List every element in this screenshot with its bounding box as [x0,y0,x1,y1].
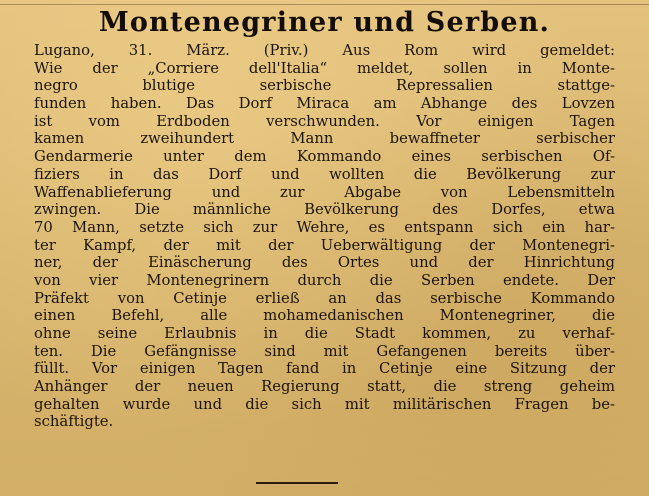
article-line: ist vom Erdboden verschwunden. Vor einigen Tagen [34,112,615,130]
article-line: von vier Montenegrinern durch die Serben endete. Der [34,271,615,289]
article-line: 70 Mann, setzte sich zur Wehre, es entspann sich ein har- [34,218,615,236]
article-line: Präfekt von Cetinje erließ an das serbische Kommando [34,289,615,307]
article-line: fiziers in das Dorf und wollten die Bevölkerung zur [34,165,615,183]
article-line: ter Kampf, der mit der Ueberwältigung der Montenegri- [34,236,615,254]
article-line: Waffenablieferung und zur Abgabe von Lebensmitteln [34,183,615,201]
article-line: ten. Die Gefängnisse sind mit Gefangenen bereits über- [34,342,615,360]
article-line: Anhänger der neuen Regierung statt, die streng geheim [34,378,615,396]
article-line: Wie der „Corriere dell'Italia“ meldet, sollen in Monte- [34,59,615,77]
article-line: einen Befehl, alle mohamedanischen Montenegriner, die [34,307,615,325]
article-line: ohne seine Erlaubnis in die Stadt kommen, zu verhaf- [34,325,615,342]
article-line: negro blutige serbische Repressalien stattge- [34,77,615,95]
headline: Montenegriner und Serben. [98,7,551,38]
article-line: schäftigte. [34,413,114,431]
article-line: kamen zweihundert Mann bewaffneter serbischer [34,130,615,148]
article-body [34,42,615,431]
article-line: funden haben. Das Dorf Miraca am Abhange des Lovzen [34,95,615,113]
article-line: ner, der Einäscherung des Ortes und der Hinrichtung [34,254,615,272]
article-line: Lugano, 31. März. (Priv.) Aus Rom wird gemeldet: [34,42,615,59]
article-line: Gendarmerie unter dem Kommando eines serbischen Of- [34,148,615,166]
article-line: gehalten wurde und die sich mit militärischen Fragen be- [34,395,615,413]
article-line: zwingen. Die männliche Bevölkerung des Dorfes, etwa [34,201,615,219]
footer-rule [256,482,338,484]
article-line: füllt. Vor einigen Tagen fand in Cetinje eine Sitzung der [34,360,615,378]
